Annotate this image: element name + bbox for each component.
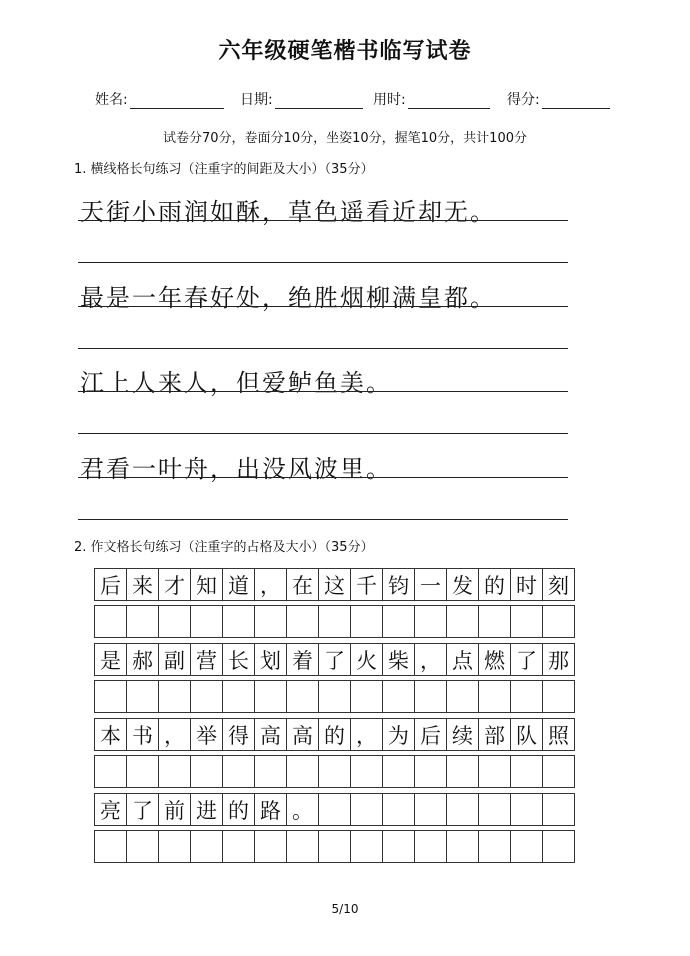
grid-cell: 了: [318, 643, 351, 676]
grid-cell-blank[interactable]: [478, 605, 511, 638]
grid-cell-blank[interactable]: [382, 830, 415, 863]
grid-cell-blank[interactable]: [350, 680, 383, 713]
grid-cell: 发: [446, 568, 479, 601]
grid-cell: 那: [542, 643, 575, 676]
grid-cell-blank[interactable]: [510, 605, 543, 638]
date-blank[interactable]: [275, 88, 363, 109]
model-line-2: [78, 306, 568, 307]
grid-cell-blank[interactable]: [190, 680, 223, 713]
score-field[interactable]: [507, 88, 610, 109]
model-sentence-2: 最是一年春好处，绝胜烟柳满皇都。: [80, 284, 496, 312]
model-line-4: [78, 477, 568, 478]
model-sentence-4: 君看一叶舟，出没风波里。: [80, 455, 392, 483]
grid-cell: 道: [222, 568, 255, 601]
grid-cell: 高: [286, 718, 319, 751]
grid-cell: 营: [190, 643, 223, 676]
time-blank[interactable]: [408, 88, 490, 109]
grid-cell: ，: [350, 718, 383, 751]
grid-cell-blank[interactable]: [542, 680, 575, 713]
grid-model-row-3: [94, 718, 590, 751]
grid-cell: ，: [254, 568, 287, 601]
grid-cell: 是: [94, 643, 127, 676]
grid-cell-blank[interactable]: [254, 680, 287, 713]
grid-cell: 部: [478, 718, 511, 751]
grid-cell-blank[interactable]: [542, 830, 575, 863]
grid-cell: 钧: [382, 568, 415, 601]
grid-cell-blank[interactable]: [158, 830, 191, 863]
grid-cell: [350, 793, 383, 826]
grid-cell: 。: [286, 793, 319, 826]
grid-cell-blank[interactable]: [318, 830, 351, 863]
grid-cell-blank[interactable]: [190, 755, 223, 788]
grid-cell-blank[interactable]: [222, 680, 255, 713]
section1-title: 1. 横线格长句练习（注重字的间距及大小）（35分）: [74, 162, 374, 177]
grid-cell-blank[interactable]: [382, 605, 415, 638]
grid-cell-blank[interactable]: [382, 680, 415, 713]
grid-cell: 的: [222, 793, 255, 826]
grid-cell: 后: [414, 718, 447, 751]
grid-cell-blank[interactable]: [126, 605, 159, 638]
name-label: 姓名:: [95, 92, 128, 108]
grid-cell-blank[interactable]: [158, 755, 191, 788]
grid-cell: 一: [414, 568, 447, 601]
grid-cell-blank[interactable]: [254, 830, 287, 863]
date-field[interactable]: [240, 88, 363, 109]
grid-model-row-1: [94, 568, 590, 601]
model-line-3: [78, 391, 568, 392]
grid-cell-blank[interactable]: [94, 680, 127, 713]
grid-cell: 千: [350, 568, 383, 601]
grid-cell-blank[interactable]: [446, 755, 479, 788]
grid-cell: 进: [190, 793, 223, 826]
grid-cell-blank[interactable]: [414, 680, 447, 713]
grid-cell-blank[interactable]: [126, 680, 159, 713]
grid-practice-row-2[interactable]: [94, 680, 590, 713]
grid-cell: 队: [510, 718, 543, 751]
grid-cell: 时: [510, 568, 543, 601]
grid-cell: 高: [254, 718, 287, 751]
grid-cell: 了: [510, 643, 543, 676]
name-field[interactable]: [95, 88, 224, 109]
grid-cell-blank[interactable]: [94, 605, 127, 638]
date-label: 日期:: [240, 92, 273, 108]
grid-practice-row-4[interactable]: [94, 830, 590, 863]
grid-cell: ，: [158, 718, 191, 751]
grid-cell-blank[interactable]: [158, 605, 191, 638]
score-blank[interactable]: [542, 88, 610, 109]
grid-cell-blank[interactable]: [478, 755, 511, 788]
grid-cell-blank[interactable]: [478, 680, 511, 713]
grid-cell: 续: [446, 718, 479, 751]
grid-cell-blank[interactable]: [318, 680, 351, 713]
grid-cell-blank[interactable]: [286, 830, 319, 863]
grid-cell-blank[interactable]: [414, 830, 447, 863]
practice-line-2[interactable]: [78, 348, 568, 349]
grid-cell-blank[interactable]: [222, 830, 255, 863]
grid-cell-blank[interactable]: [286, 755, 319, 788]
grid-cell: 着: [286, 643, 319, 676]
grid-cell: 副: [158, 643, 191, 676]
grid-cell: 的: [478, 568, 511, 601]
grid-model-row-4: [94, 793, 590, 826]
grid-cell: 在: [286, 568, 319, 601]
name-blank[interactable]: [130, 88, 224, 109]
page-title: 六年级硬笔楷书临写试卷: [218, 39, 472, 64]
grid-cell: 的: [318, 718, 351, 751]
grid-cell-blank[interactable]: [286, 605, 319, 638]
grid-cell-blank[interactable]: [542, 605, 575, 638]
grid-cell: 为: [382, 718, 415, 751]
grid-cell-blank[interactable]: [126, 830, 159, 863]
grid-cell-blank[interactable]: [318, 755, 351, 788]
grid-cell-blank[interactable]: [510, 680, 543, 713]
grid-cell-blank[interactable]: [254, 755, 287, 788]
grid-practice-row-3[interactable]: [94, 755, 590, 788]
time-field[interactable]: [373, 88, 490, 109]
grid-cell: [414, 793, 447, 826]
grid-cell: 举: [190, 718, 223, 751]
grid-cell-blank[interactable]: [126, 755, 159, 788]
grid-cell: [382, 793, 415, 826]
page-number: 5/10: [331, 902, 359, 916]
grid-cell: 了: [126, 793, 159, 826]
grid-cell: 划: [254, 643, 287, 676]
practice-line-1[interactable]: [78, 262, 568, 263]
grid-cell: ，: [414, 643, 447, 676]
grid-cell: 来: [126, 568, 159, 601]
grid-model-row-2: [94, 643, 590, 676]
grid-cell: 路: [254, 793, 287, 826]
grid-cell-blank[interactable]: [478, 830, 511, 863]
grid-cell-blank[interactable]: [446, 830, 479, 863]
grid-cell: [318, 793, 351, 826]
grid-cell-blank[interactable]: [446, 605, 479, 638]
grid-cell-blank[interactable]: [350, 830, 383, 863]
grid-cell-blank[interactable]: [350, 755, 383, 788]
grid-cell: 得: [222, 718, 255, 751]
grid-cell-blank[interactable]: [414, 605, 447, 638]
grid-cell: 前: [158, 793, 191, 826]
grid-cell-blank[interactable]: [190, 830, 223, 863]
grid-cell-blank[interactable]: [158, 680, 191, 713]
section2-title: 2. 作文格长句练习（注重字的占格及大小）（35分）: [74, 540, 374, 555]
practice-line-3[interactable]: [78, 433, 568, 434]
grid-cell: 刻: [542, 568, 575, 601]
model-line-1: [78, 220, 568, 221]
grid-cell-blank[interactable]: [414, 755, 447, 788]
grid-cell: 亮: [94, 793, 127, 826]
grid-cell-blank[interactable]: [190, 605, 223, 638]
grid-cell: 点: [446, 643, 479, 676]
grid-practice-row-1[interactable]: [94, 605, 590, 638]
grid-cell: 照: [542, 718, 575, 751]
grid-cell-blank[interactable]: [286, 680, 319, 713]
grid-cell: 长: [222, 643, 255, 676]
grid-cell-blank[interactable]: [222, 605, 255, 638]
grid-cell: 柴: [382, 643, 415, 676]
grid-cell: 知: [190, 568, 223, 601]
grid-cell-blank[interactable]: [510, 755, 543, 788]
grid-cell-blank[interactable]: [382, 755, 415, 788]
grid-cell: 郝: [126, 643, 159, 676]
grid-cell: [446, 793, 479, 826]
grid-cell-blank[interactable]: [254, 605, 287, 638]
grid-cell: [478, 793, 511, 826]
grid-cell: [510, 793, 543, 826]
grid-cell: 本: [94, 718, 127, 751]
practice-line-4[interactable]: [78, 519, 568, 520]
grid-cell-blank[interactable]: [542, 755, 575, 788]
grid-cell-blank[interactable]: [446, 680, 479, 713]
grid-cell: 后: [94, 568, 127, 601]
student-info-row: [95, 88, 615, 112]
grid-cell-blank[interactable]: [222, 755, 255, 788]
grid-cell-blank[interactable]: [94, 830, 127, 863]
model-sentence-1: 天街小雨润如酥，草色遥看近却无。: [80, 198, 496, 226]
model-sentence-3: 江上人来人，但爱鲈鱼美。: [80, 369, 392, 397]
grid-cell: 这: [318, 568, 351, 601]
grid-cell: 火: [350, 643, 383, 676]
grid-cell: 书: [126, 718, 159, 751]
grid-cell-blank[interactable]: [510, 830, 543, 863]
score-breakdown: 试卷分70分，卷面分10分，坐姿10分，握笔10分，共计100分: [163, 131, 527, 146]
grid-cell-blank[interactable]: [350, 605, 383, 638]
grid-cell-blank[interactable]: [318, 605, 351, 638]
time-label: 用时:: [373, 92, 406, 108]
grid-cell: [542, 793, 575, 826]
grid-cell: 燃: [478, 643, 511, 676]
score-label: 得分:: [507, 92, 540, 108]
grid-cell-blank[interactable]: [94, 755, 127, 788]
grid-cell: 才: [158, 568, 191, 601]
